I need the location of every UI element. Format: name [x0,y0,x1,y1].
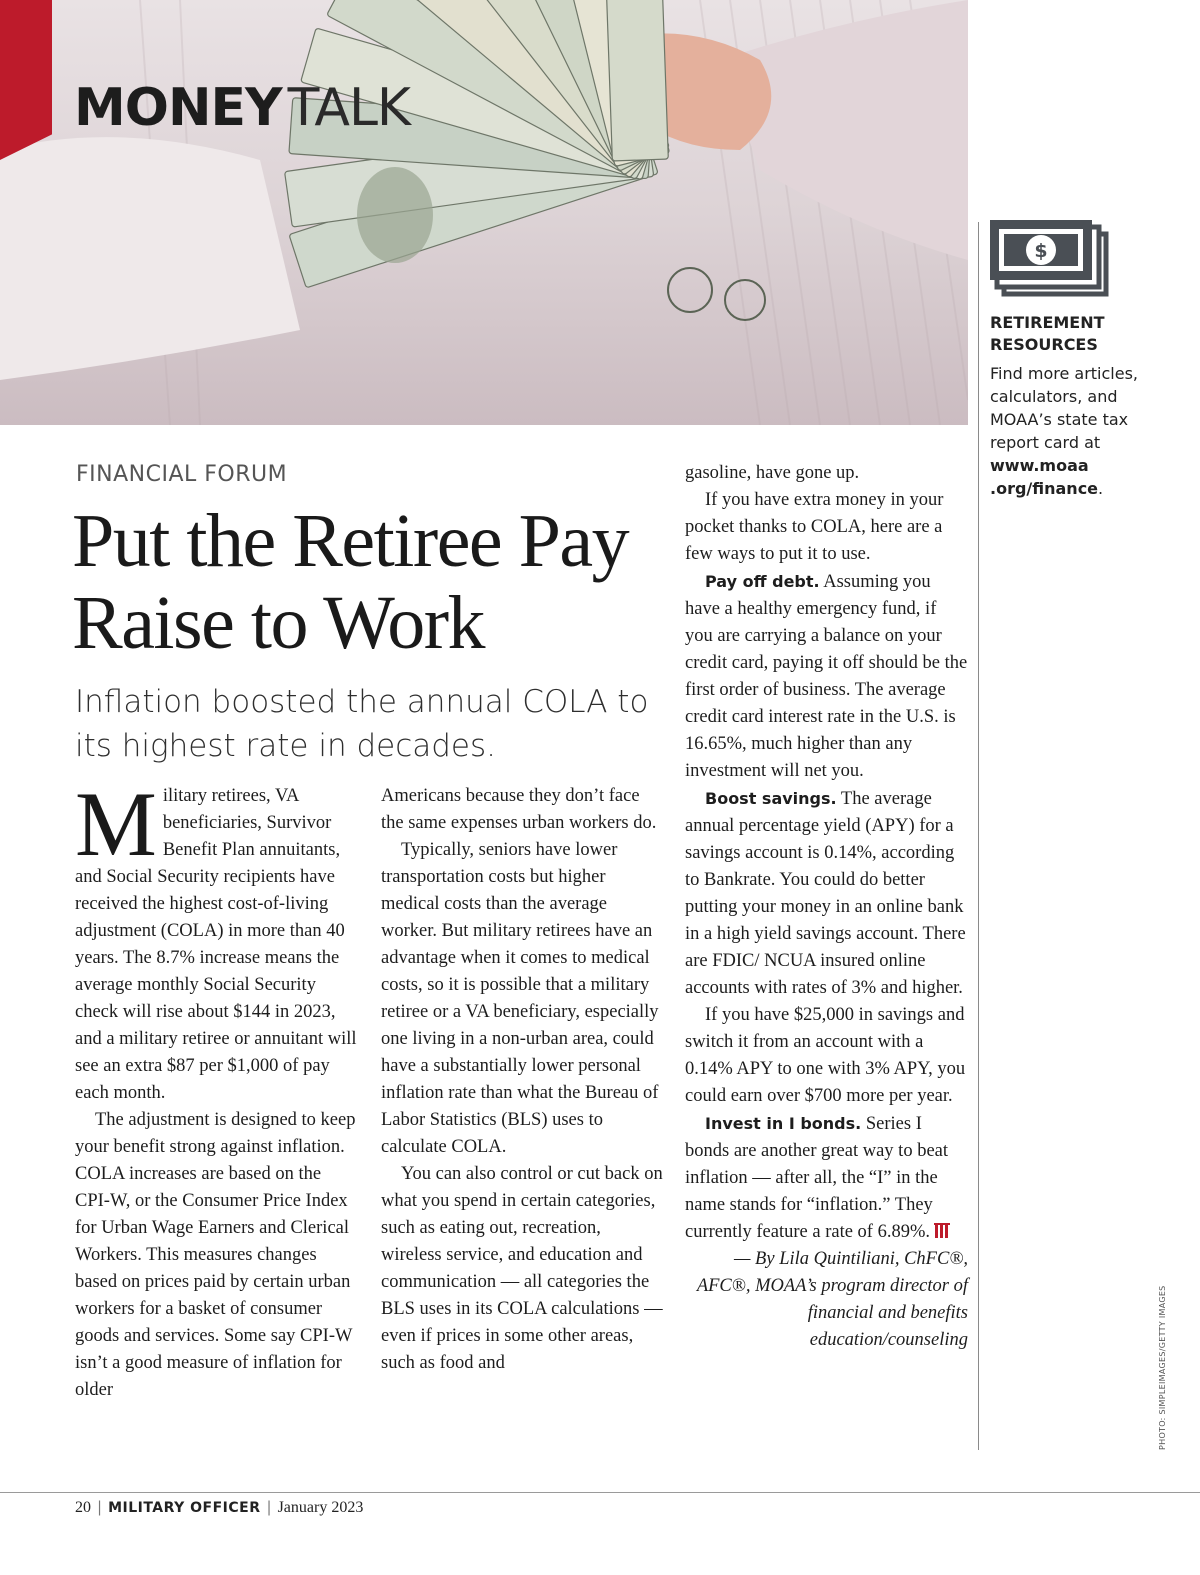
footer-divider [0,1492,1200,1493]
article-title: Put the Retiree Pay Raise to Work [72,499,629,665]
photo-credit: PHOTO: SIMPLEIMAGES/GETTY IMAGES [1158,1285,1167,1450]
article-deck: Inflation boosted the annual COLA to its highest rate in decades. [75,684,649,764]
section-heading [74,78,410,138]
subhead-boost-savings: Boost savings. [705,789,837,808]
body-column-1 [75,773,357,1404]
cash-fan-illustration [0,0,968,425]
paragraph: Americans because they don’t face the same expenses urban workers do. [381,786,657,833]
drop-cap: M [75,773,157,875]
paragraph: Typically, seniors have lower transportation costs but higher medical costs than the average worker. But military retirees have an advantage when it comes to medical costs, so it is possible that a military retiree or a VA beneficiary, especially one living in a non-urban area, could have a substantially lower personal inflation rate than what the Bureau of Labor Statistics (BLS) uses to calculate COLA. [381,840,659,1157]
money-icon [990,220,1110,298]
sidebar-divider [978,222,979,1450]
article-kicker: FINANCIAL FORUM [76,462,288,487]
body-column-3 [685,460,968,1354]
section-heading-light: TALK [287,78,411,138]
magazine-name: MILITARY OFFICER [108,1500,261,1516]
byline: — By Lila Quintiliani, ChFC®, AFC®, MOAA’s program director of financial and benefits education/counseling [696,1249,968,1350]
paragraph: If you have extra money in your pocket thanks to COLA, here are a few ways to put it to use. [685,490,944,564]
paragraph: Invest in I bonds. Series I bonds are another great way to beat inflation — after all, the “I” in the name stands for “inflation.” They currently feature a rate of 6.89%. [685,1110,968,1246]
paragraph: Boost savings. The average annual percentage yield (APY) for a savings account is 0.14%, according to Bankrate. You could do better putting your money in an online bank in a high yield savings account. There are FDIC/ NCUA insured online accounts with rates of 3% and higher. [685,789,966,998]
sidebar-title: RETIREMENT RESOURCES [990,313,1105,354]
paragraph: If you have $25,000 in savings and switch it from an account with a 0.14% APY to one with 3% APY, you could earn over $700 more per year. [685,1005,966,1106]
paragraph: gasoline, have gone up. [685,463,860,483]
subhead-pay-off-debt: Pay off debt. [705,572,820,591]
issue-date: January 2023 [277,1499,364,1516]
paragraph: Pay off debt. Assuming you have a healthy emergency fund, if you are carrying a balance on your credit card, paying it off should be the first order of business. The average credit card interest rate in the U.S. is 16.65%, much higher than any investment will net you. [685,572,968,781]
body-column-2 [381,783,663,1377]
paragraph: The adjustment is designed to keep your benefit strong against inflation. COLA increases are based on the CPI-W, or the Consumer Price Index for Urban Wage Earners and Clerical Workers. This measures changes based on prices paid by certain urban workers for a basket of consumer goods and services. Some say CPI-W isn’t a good measure of inflation for older [75,1110,356,1400]
sidebar-text: Find more articles, calculators, and MOAA’s state tax report card at www.moaa .org/finance. [990,364,1139,498]
sidebar-link[interactable]: www.moaa .org/finance [990,456,1099,498]
paragraph: Military retirees, VA beneficiaries, Survivor Benefit Plan annuitants, and Social Security recipients have received the highest cost-of-living adjustment (COLA) in more than 40 years. The 8.7% increase means the average monthly Social Security check will rise about $144 in 2023, and a military retiree or annuitant will see an extra $87 per $1,000 of pay each month. [75,773,357,1103]
hero-photo [0,0,968,425]
paragraph: You can also control or cut back on what you spend in certain categories, such as eating out, recreation, wireless service, and education and communication — all categories the BLS uses in its COLA calculations — even if prices in some other areas, such as food and [381,1164,663,1373]
sidebar-retirement-resources [990,220,1170,500]
section-accent-tab [0,0,52,160]
page-number: 20 [75,1499,91,1516]
end-mark-icon [934,1223,952,1239]
page-footer: 20 | MILITARY OFFICER | January 2023 [75,1498,364,1516]
svg-text:$: $ [1034,240,1048,262]
subhead-i-bonds: Invest in I bonds. [705,1114,862,1133]
section-heading-bold: MONEY [74,78,282,138]
